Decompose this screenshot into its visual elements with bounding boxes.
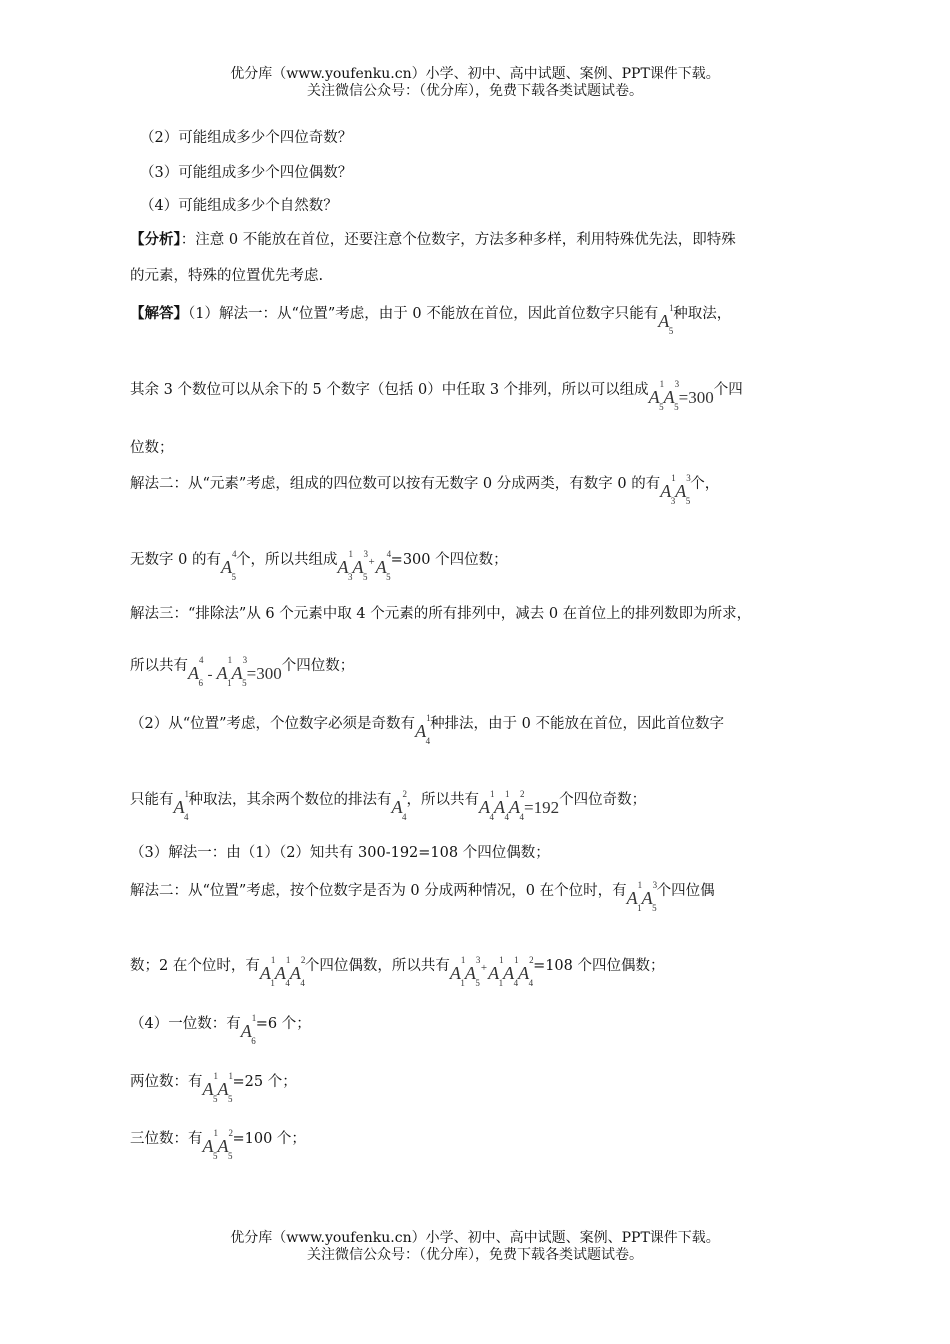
part-4-line-1 (130, 1012, 311, 1046)
part-4-text-f: =100 个； (232, 1131, 306, 1147)
solution-1-text-d: 个四 (713, 382, 743, 398)
solution-1-text-b: 种取法， (673, 306, 732, 322)
part-3-text-e: 个四位偶数，所以共有 (304, 958, 450, 974)
formula-A42: $A^2_4$ (391, 789, 407, 822)
part-4-text-c: 两位数：有 (130, 1074, 203, 1090)
formula-A31-A53-plus-A54: $A^1_3A^3_5^+A^4_5$ (337, 549, 392, 582)
solution-1-line-2 (130, 378, 743, 412)
formula-A11-A53-plus-A11-A41-A42: $A^1_1A^3_5^+A^1_1A^1_4A^2_4$ (449, 955, 534, 988)
analysis-label: 【分析】 (130, 231, 181, 248)
solution-1-text-c: 其余 3 个数位可以从余下的 5 个数字（包括 0）中任取 3 个排列，所以可以组成 (130, 382, 649, 398)
plus-sign-b: + (480, 962, 488, 974)
page-footer (0, 1230, 950, 1264)
solution-2-text-c: 无数字 0 的有 (130, 552, 221, 568)
part-4-line-3 (130, 1127, 306, 1161)
formula-equals-192: =192 (524, 798, 560, 817)
page-header (0, 66, 950, 100)
formula-equals-300: =300 (678, 388, 714, 407)
formula-A51-A53: $A^1_5A^3_5$ (648, 379, 680, 412)
formula-A51: $A^1_5$ (658, 303, 674, 336)
footer-line-2: 关注微信公众号：（优分库），免费下载各类试题试卷。 (307, 1247, 643, 1263)
question-4: （4）可能组成多少个自然数？ (140, 198, 338, 214)
part-4-text-a: （4）一位数：有 (130, 1016, 241, 1032)
formula-A11-A41-A42: $A^1_1A^1_4A^2_4$ (259, 955, 306, 988)
part-3-line-3 (130, 954, 665, 988)
formula-A11-A53: $A^1_1A^3_5$ (626, 880, 658, 913)
formula-A41-b: $A^1_4$ (173, 789, 189, 822)
part-2-text-c: 只能有 (130, 792, 174, 808)
solution-3-text-c: 个四位数； (281, 658, 355, 674)
solution-3-line-1: 解法三：“排除法”从 6 个元素中取 4 个元素的所有排列中，减去 0 在首位上的排列数即为所求， (130, 606, 752, 622)
formula-A51-A51: $A^1_5A^1_5$ (202, 1071, 233, 1104)
solution-3-line-2 (130, 654, 355, 688)
analysis-line-2: 的元素，特殊的位置优先考虑. (130, 268, 324, 284)
part-4-text-b: =6 个； (255, 1016, 311, 1032)
analysis-line-1 (130, 230, 736, 250)
solution-2-text-b: 个， (690, 476, 720, 492)
formula-A64-minus-A11-A53: $A^4_6 - A^1_1A^3_5$ (188, 655, 248, 688)
part-3-line-1: （3）解法一：由（1）（2）知共有 300-192=108 个四位偶数； (130, 845, 550, 861)
plus-sign: + (368, 556, 375, 568)
formula-A61: $A^1_6$ (240, 1013, 257, 1046)
formula-A41-A41-A42: $A^1_4A^1_4A^2_4$ (479, 789, 525, 822)
part-4-line-2 (130, 1070, 297, 1104)
part-2-text-d: 种取法，其余两个数位的排法有 (188, 792, 392, 808)
solution-2-line-1 (130, 472, 720, 506)
formula-A54: $A^4_5$ (220, 549, 237, 582)
part-4-text-d: =25 个； (232, 1074, 297, 1090)
solution-3-text-b: 所以共有 (130, 658, 188, 674)
solution-2-line-2 (130, 548, 508, 582)
answer-label: 【解答】 (130, 305, 188, 322)
solution-2-text-e: =300 个四位数； (390, 552, 508, 568)
part-3-text-c: 个四位偶 (656, 883, 715, 899)
header-line-2: 关注微信公众号：（优分库），免费下载各类试题试卷。 (307, 83, 643, 99)
part-3-text-f: =108 个四位偶数； (533, 958, 665, 974)
question-2: （2）可能组成多少个四位奇数？ (140, 130, 353, 146)
solution-1-line-3: 位数； (130, 440, 174, 456)
solution-2-text-a: 解法二：从“元素”考虑，组成的四位数可以按有无数字 0 分成两类，有数字 0 的有 (130, 476, 661, 492)
part-3-text-d: 数；2 在个位时，有 (130, 958, 260, 974)
minus-sign: - (207, 667, 213, 683)
formula-equals-300-b: =300 (246, 664, 282, 683)
formula-A31-A53: $A^1_3A^3_5$ (660, 473, 691, 506)
part-3-line-2 (130, 879, 715, 913)
part-2-text-e: ，所以共有 (406, 792, 479, 808)
part-4-text-e: 三位数：有 (130, 1131, 203, 1147)
analysis-text-1: ：注意 0 不能放在首位，还要注意个位数字，方法多种多样，利用特殊优先法，即特殊 (180, 232, 736, 248)
formula-A51-A52: $A^1_5A^2_5$ (202, 1128, 233, 1161)
header-line-1: 优分库（www.youfenku.cn）小学、初中、高中试题、案例、PPT课件下载。 (230, 66, 720, 82)
solution-1-line-1 (130, 302, 732, 336)
solution-1-text-a: （1）解法一：从“位置”考虑，由于 0 不能放在首位，因此首位数字只能有 (188, 306, 659, 322)
part-3-text-b: 解法二：从“位置”考虑，按个位数字是否为 0 分成两种情况，0 在个位时，有 (130, 883, 627, 899)
part-2-text-f: 个四位奇数； (559, 792, 647, 808)
solution-2-text-d: 个，所以共组成 (235, 552, 338, 568)
part-2-text-b: 种排法，由于 0 不能放在首位，因此首位数字 (430, 716, 725, 732)
formula-A41: $A^1_4$ (415, 713, 431, 746)
part-2-text-a: （2）从“位置”考虑，个位数字必须是奇数有 (130, 716, 416, 732)
footer-line-1: 优分库（www.youfenku.cn）小学、初中、高中试题、案例、PPT课件下载。 (230, 1230, 720, 1246)
part-2-line-2 (130, 788, 647, 822)
question-3: （3）可能组成多少个四位偶数？ (140, 165, 353, 181)
part-2-line-1 (130, 712, 725, 746)
